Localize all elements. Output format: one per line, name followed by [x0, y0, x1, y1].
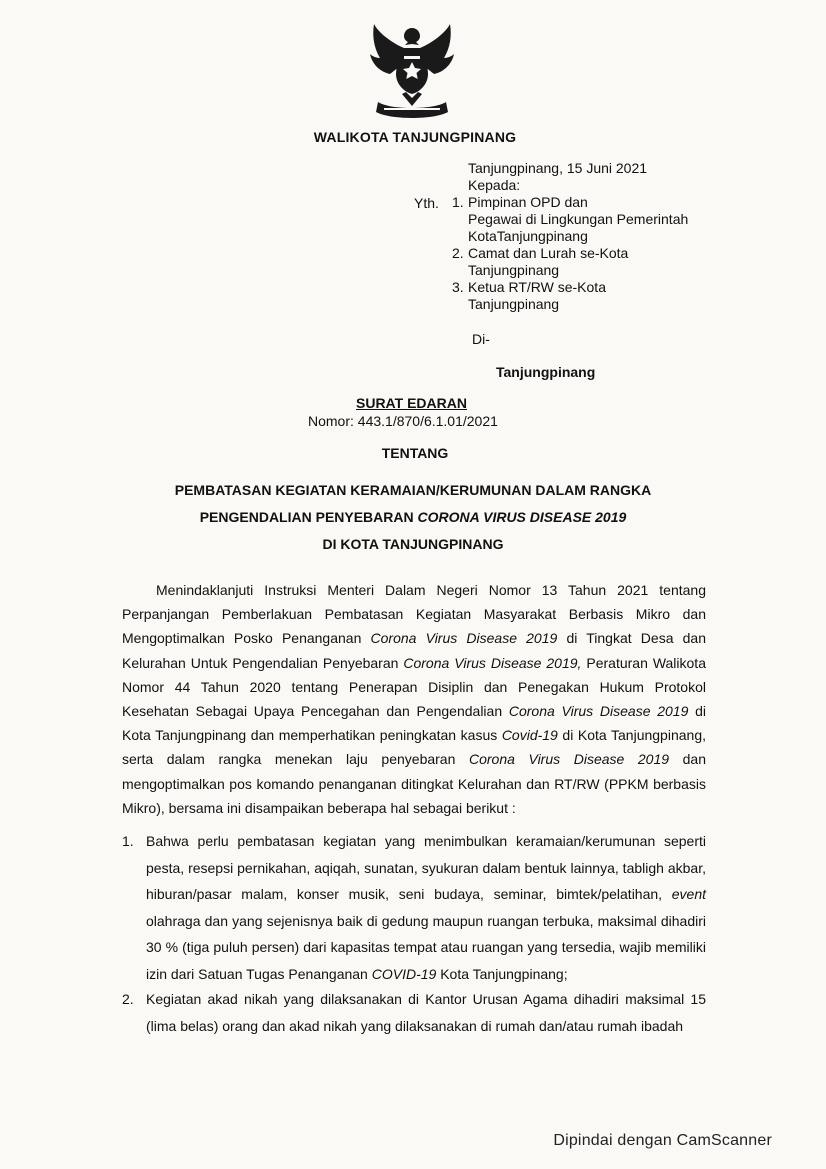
text-run: Kota Tanjungpinang;	[436, 965, 568, 982]
text-run: di Kota Tanjungpinang, serta dalam rangka menekan laju penyebaran	[122, 727, 706, 768]
recipient-item	[452, 194, 689, 245]
text-run: Peraturan Walikota Nomor 44 Tahun 2020 tentang Penerapan Disiplin dan Penegakan Hukum Protokol Kesehatan Sebagai Upaya Pencegahan dan Pengendalian	[122, 654, 706, 720]
text-run: olahraga dan yang sejenisnya baik di gedung maupun ruangan terbuka, maksimal dihadiri 30 % (tiga puluh persen) dari kapasitas tempat atau ruangan yang tersedia, wajib memiliki izin dari Satuan Tugas Penanganan	[146, 912, 706, 982]
text-run: Menindaklanjuti Instruksi Menteri Dalam Negeri Nomor 13 Tahun 2021 tentang Perpanjangan Pemberlakuan Pembatasan Kegiatan Masyarakat Berbasis Mikro dan Mengoptimalkan Posko Penanganan	[122, 582, 706, 647]
list-item	[122, 828, 706, 987]
item-number: 2.	[122, 991, 134, 1007]
recipient-number: 1.	[452, 194, 464, 210]
issuer-title: WALIKOTA TANJUNGPINANG	[313, 129, 517, 145]
place-date: Tanjungpinang, 15 Juni 2021	[468, 160, 648, 176]
recipient-line: Pegawai di Lingkungan Pemerintah	[468, 211, 689, 227]
text-run-italic: Corona Virus Disease 2019	[468, 751, 670, 768]
recipient-item	[452, 245, 688, 279]
recipient-number: 2.	[452, 245, 464, 261]
subject-line: DI KOTA TANJUNGPINANG	[322, 536, 504, 552]
text-run: di Kota Tanjungpinang dan memperhatikan peningkatan kasus	[122, 703, 707, 744]
text-run-italic: COVID-19	[371, 965, 437, 982]
text-run-italic: Corona Virus Disease 2019	[370, 630, 558, 647]
scanner-watermark: Dipindai dengan CamScanner	[553, 1132, 772, 1149]
recipient-line: Tanjungpinang	[468, 262, 560, 278]
kepada-label: Kepada:	[468, 177, 521, 193]
subject-italic: CORONA VIRUS DISEASE 2019	[417, 509, 627, 525]
text-run: Bahwa perlu pembatasan kegiatan yang menimbulkan keramaian/kerumunan seperti pesta, resepsi pernikahan, aqiqah, sunatan, syukuran dalam bentuk lainnya, tabligh akbar, hiburan/pasar malam, konser musik, seni budaya, seminar, bimtek/pelatihan,	[146, 833, 706, 902]
destination: Tanjungpinang	[496, 364, 596, 380]
text-run: Kegiatan akad nikah yang dilaksanakan di Kantor Urusan Agama dihadiri maksimal 15 (lima belas) orang dan akad nikah yang dilaksanakan di rumah dan/atau rumah ibadah	[146, 991, 706, 1034]
text-run-italic: Corona Virus Disease 2019,	[403, 654, 582, 671]
recipient-number: 3.	[452, 279, 464, 295]
body-paragraph	[122, 578, 706, 820]
subject-text: PENGENDALIAN PENYEBARAN	[199, 509, 418, 525]
subject-heading	[0, 477, 826, 558]
intro-paragraph	[122, 578, 706, 820]
letter-type: SURAT EDARAN	[356, 395, 467, 411]
subject-line: PEMBATASAN KEGIATAN KERAMAIAN/KERUMUNAN DALAM RANGKA	[174, 482, 652, 498]
tentang-heading: TENTANG	[381, 445, 449, 461]
text-run: di Tingkat Desa dan Kelurahan Untuk Pengendalian Penyebaran	[122, 630, 707, 671]
recipient-line: Pimpinan OPD dan	[468, 194, 588, 210]
text-run: dan mengoptimalkan pos komando penanganan ditingkat Kelurahan dan RT/RW (PPKM berbasis Mikro), bersama ini disampaikan beberapa hal sebagai berikut :	[122, 751, 706, 816]
text-run-italic: event	[671, 886, 706, 902]
item-number: 1.	[122, 833, 134, 849]
garuda-pancasila-emblem	[360, 22, 464, 122]
subject-line	[0, 504, 826, 531]
text-run-italic: Corona Virus Disease 2019	[508, 703, 689, 720]
recipient-line: KotaTanjungpinang	[468, 228, 588, 244]
text-run-italic: Covid-19	[501, 727, 558, 744]
recipient-line: Camat dan Lurah se-Kota	[468, 245, 629, 261]
di-label: Di-	[472, 331, 490, 347]
recipient-line: Tanjungpinang	[468, 296, 560, 312]
yth-label: Yth.	[414, 195, 439, 211]
letter-number: Nomor: 443.1/870/6.1.01/2021	[308, 413, 498, 429]
list-item	[122, 986, 706, 1039]
recipient-block	[452, 160, 689, 313]
recipient-item	[452, 279, 688, 313]
recipient-line: Ketua RT/RW se-Kota	[468, 279, 606, 295]
